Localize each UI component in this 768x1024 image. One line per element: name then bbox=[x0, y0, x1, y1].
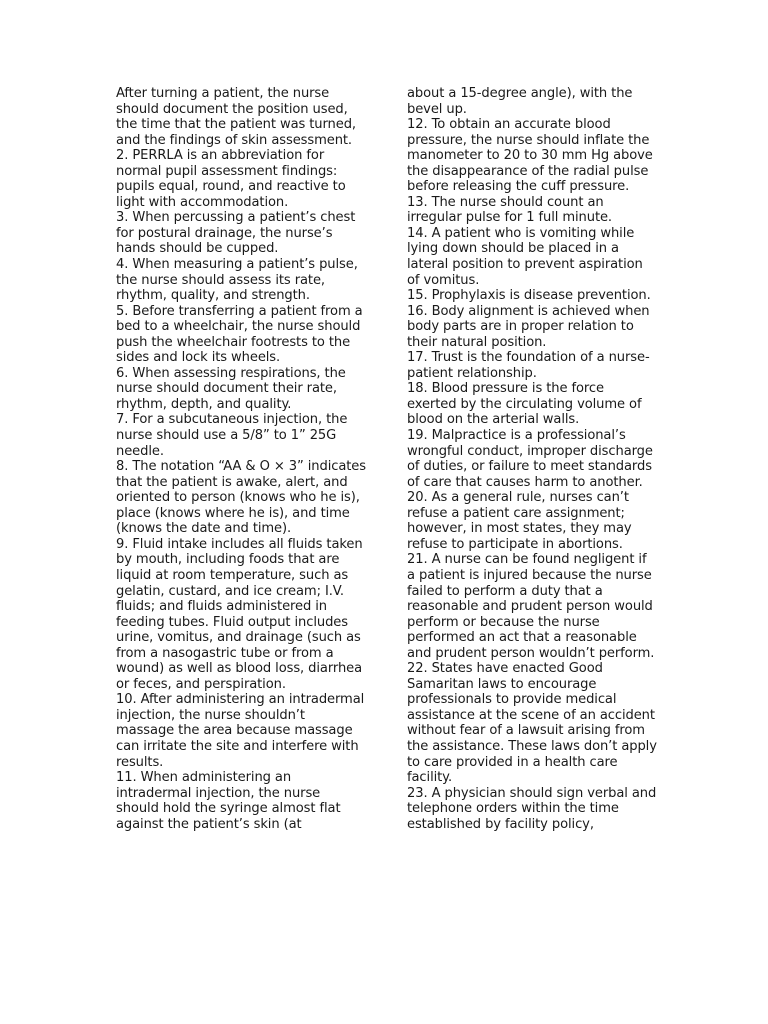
paragraph-10: 10. After administering an intradermal injection, the nurse shouldn’t massage the area because massage can irritate the site and interfere with results. bbox=[116, 692, 365, 770]
paragraph-16: 16. Body alignment is achieved when body parts are in proper relation to their natural position. bbox=[407, 303, 650, 350]
paragraph-17: 17. Trust is the foundation of a nurse-patient relationship. bbox=[407, 350, 650, 381]
paragraph-7: 7. For a subcutaneous injection, the nurse should use a 5/8” to 1” 25G needle. bbox=[116, 412, 348, 459]
left-text-column bbox=[116, 86, 366, 832]
paragraph-4: 4. When measuring a patient’s pulse, the nurse should assess its rate, rhythm, quality, and strength. bbox=[116, 257, 358, 304]
paragraph-18: 18. Blood pressure is the force exerted by the circulating volume of blood on the arterial walls. bbox=[407, 381, 642, 428]
paragraph-21: 21. A nurse can be found negligent if a patient is injured because the nurse failed to perform a duty that a reasonable and prudent person would perform or because the nurse performed an act that a reasonable and prudent person wouldn’t perform. bbox=[407, 552, 655, 661]
paragraph-1: After turning a patient, the nurse should document the position used, the time that the patient was turned, and the findings of skin assessment. bbox=[116, 86, 356, 148]
paragraph-9: 9. Fluid intake includes all fluids taken by mouth, including foods that are liquid at room temperature, such as gelatin, custard, and ice cream; I.V. fluids; and fluids administered in feeding tubes. Fluid output includes urine, vomitus, and drainage (such as from a nasogastric tube or from a wound) as well as blood loss, diarrhea or feces, and perspiration. bbox=[116, 536, 363, 692]
right-text-column bbox=[407, 86, 657, 832]
paragraph-14: 14. A patient who is vomiting while lying down should be placed in a lateral position to prevent aspiration of vomitus. bbox=[407, 225, 643, 288]
paragraph-12: 12. To obtain an accurate blood pressure, the nurse should inflate the manometer to 20 to 30 mm Hg above the disappearance of the radial pulse before releasing the cuff pressure. bbox=[407, 117, 653, 195]
paragraph-8: 8. The notation “AA & O × 3” indicates that the patient is awake, alert, and oriented to person (knows who he is), place (knows where he is), and time (knows the date and time). bbox=[116, 459, 366, 537]
paragraph-23: 23. A physician should sign verbal and telephone orders within the time established by facility policy, bbox=[407, 785, 657, 832]
paragraph-15: 15. Prophylaxis is disease prevention. bbox=[407, 288, 651, 304]
paragraph-13: 13. The nurse should count an irregular pulse for 1 full minute. bbox=[407, 194, 612, 226]
paragraph-20: 20. As a general rule, nurses can’t refuse a patient care assignment; however, in most states, they may refuse to participate in abortions. bbox=[407, 490, 632, 552]
paragraph-2: 2. PERRLA is an abbreviation for normal pupil assessment findings: pupils equal, round, and reactive to light with accommodation. bbox=[116, 148, 346, 210]
paragraph-6: 6. When assessing respirations, the nurse should document their rate, rhythm, depth, and quality. bbox=[116, 365, 346, 412]
paragraph-22: 22. States have enacted Good Samaritan laws to encourage professionals to provide medical assistance at the scene of an accident without fear of a lawsuit arising from the assistance. These laws don’t apply to care provided in a health care facility. bbox=[407, 661, 657, 786]
paragraph-11-continued: about a 15-degree angle), with the bevel up. bbox=[407, 86, 633, 117]
paragraph-5: 5. Before transferring a patient from a bed to a wheelchair, the nurse should push the wheelchair footrests to the sides and lock its wheels. bbox=[116, 303, 363, 366]
paragraph-19: 19. Malpractice is a professional’s wrongful conduct, improper discharge of duties, or failure to meet standards of care that causes harm to another. bbox=[407, 428, 653, 490]
paragraph-3: 3. When percussing a patient’s chest for postural drainage, the nurse’s hands should be cupped. bbox=[116, 210, 356, 257]
paragraph-11: 11. When administering an intradermal injection, the nurse should hold the syringe almost flat against the patient’s skin (at bbox=[116, 770, 341, 832]
